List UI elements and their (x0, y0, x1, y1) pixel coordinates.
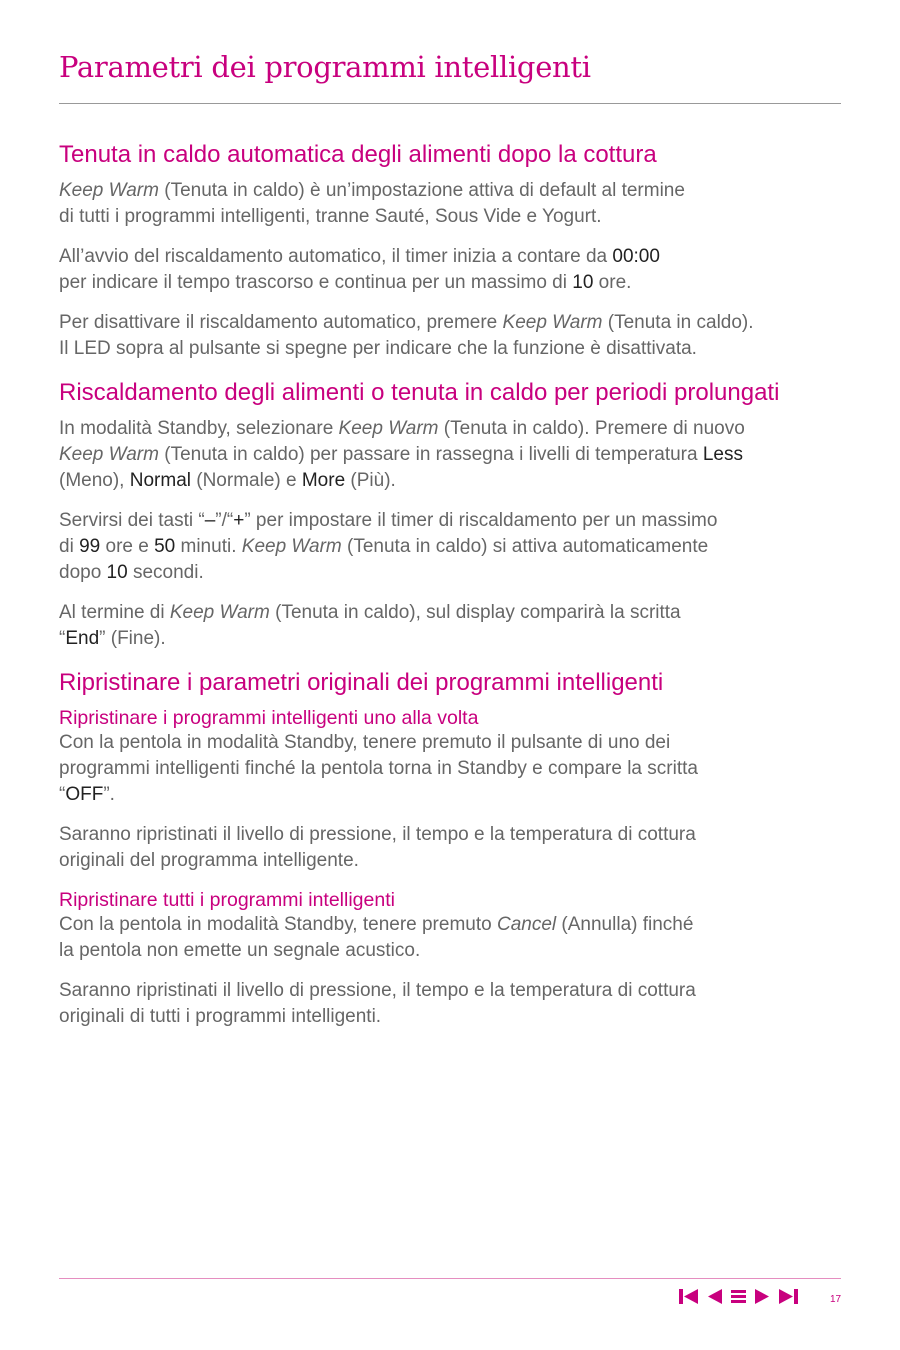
text-segment: di tutti i programmi intelligenti, tranne Sauté, Sous Vide e Yogurt. (59, 206, 602, 227)
text-segment: ”. (103, 784, 115, 805)
text-segment: (Normale) e (190, 470, 302, 491)
text-segment: ore e (100, 536, 155, 557)
text-segment: (Tenuta in caldo) è un’impostazione attiva di default al termine (158, 180, 685, 201)
page-content (59, 138, 849, 1044)
text-segment: (Tenuta in caldo). Premere di nuovo (438, 418, 745, 439)
text-segment: Con la pentola in modalità Standby, tenere premuto (59, 914, 497, 935)
display-value: – (204, 510, 216, 531)
section-heading: Ripristinare i parametri originali dei programmi intelligenti (59, 669, 664, 696)
display-value: 99 (79, 536, 101, 557)
text-segment: (Più). (345, 470, 396, 491)
subsection (59, 888, 849, 1030)
display-value: End (65, 628, 100, 649)
text-segment: (Tenuta in caldo). (602, 312, 754, 333)
text-segment: originali di tutti i programmi intelligenti. (59, 1006, 382, 1027)
text-segment: “ (59, 628, 66, 649)
page-number: 17 (830, 1294, 842, 1305)
text-segment: Servirsi dei tasti “ (59, 510, 205, 531)
display-value: + (233, 510, 245, 531)
display-value: 00:00 (612, 246, 660, 267)
body-paragraph (59, 310, 849, 362)
page-title: Parametri dei programmi intelligenti (59, 50, 591, 84)
text-segment: All’avvio del riscaldamento automatico, il timer inizia a contare da (59, 246, 613, 267)
text-segment: ” (Fine). (99, 628, 166, 649)
text-segment: (Meno), (59, 470, 130, 491)
body-paragraph (59, 730, 849, 808)
italic-term: Keep Warm (59, 180, 159, 201)
subsection-heading: Ripristinare tutti i programmi intelligenti (59, 889, 395, 911)
body-paragraph (59, 416, 849, 494)
section (59, 138, 849, 362)
text-segment: la pentola non emette un segnale acustico. (59, 940, 421, 961)
italic-term: Keep Warm (502, 312, 603, 333)
display-value: 10 (572, 272, 594, 293)
body-paragraph (59, 600, 849, 652)
text-segment: (Tenuta in caldo) si attiva automaticamente (341, 536, 709, 557)
text-segment: Per disattivare il riscaldamento automatico, premere (59, 312, 503, 333)
next-page-icon[interactable] (755, 1289, 770, 1304)
italic-term: Keep Warm (59, 444, 159, 465)
section-heading: Riscaldamento degli alimenti o tenuta in caldo per periodi prolungati (59, 379, 780, 406)
body-paragraph (59, 978, 849, 1030)
text-segment: Il LED sopra al pulsante si spegne per indicare che la funzione è disattivata. (59, 338, 697, 359)
text-segment: (Annulla) finché (556, 914, 694, 935)
body-paragraph (59, 244, 849, 296)
section-heading: Tenuta in caldo automatica degli alimenti dopo la cottura (59, 141, 657, 168)
last-page-icon[interactable] (779, 1289, 798, 1304)
text-segment: dopo (59, 562, 107, 583)
section (59, 666, 849, 1030)
text-segment: (Tenuta in caldo), sul display comparirà la scritta (269, 602, 681, 623)
display-value: 50 (154, 536, 176, 557)
text-segment: In modalità Standby, selezionare (59, 418, 339, 439)
menu-icon[interactable] (731, 1289, 746, 1304)
text-segment: per indicare il tempo trascorso e continua per un massimo di (59, 272, 573, 293)
italic-term: Cancel (496, 914, 557, 935)
body-paragraph (59, 912, 849, 964)
text-segment: Con la pentola in modalità Standby, tenere premuto il pulsante di uno dei (59, 732, 671, 753)
title-divider (59, 103, 841, 104)
page-navigation (679, 1289, 798, 1304)
display-value: More (301, 470, 346, 491)
text-segment: di (59, 536, 80, 557)
text-segment: ore. (593, 272, 632, 293)
text-segment: ”/“ (215, 510, 234, 531)
footer-divider (59, 1278, 841, 1279)
text-segment: ” per impostare il timer di riscaldamento per un massimo (244, 510, 718, 531)
italic-term: Keep Warm (169, 602, 270, 623)
body-paragraph (59, 822, 849, 874)
text-segment: Al termine di (59, 602, 170, 623)
body-paragraph (59, 508, 849, 586)
display-value: Less (702, 444, 743, 465)
subsection-heading: Ripristinare i programmi intelligenti uno alla volta (59, 707, 479, 729)
italic-term: Keep Warm (241, 536, 342, 557)
text-segment: Saranno ripristinati il livello di pressione, il tempo e la temperatura di cottura (59, 824, 696, 845)
previous-page-icon[interactable] (707, 1289, 722, 1304)
display-value: OFF (65, 784, 104, 805)
text-segment: Saranno ripristinati il livello di pressione, il tempo e la temperatura di cottura (59, 980, 696, 1001)
first-page-icon[interactable] (679, 1289, 698, 1304)
italic-term: Keep Warm (338, 418, 439, 439)
display-value: 10 (106, 562, 128, 583)
body-paragraph (59, 178, 849, 230)
text-segment: (Tenuta in caldo) per passare in rassegna i livelli di temperatura (158, 444, 703, 465)
text-segment: minuti. (175, 536, 242, 557)
text-segment: programmi intelligenti finché la pentola torna in Standby e compare la scritta (59, 758, 698, 779)
subsection (59, 706, 849, 874)
display-value: Normal (129, 470, 191, 491)
text-segment: secondi. (127, 562, 204, 583)
text-segment: originali del programma intelligente. (59, 850, 359, 871)
section (59, 376, 849, 652)
text-segment: “ (59, 784, 66, 805)
